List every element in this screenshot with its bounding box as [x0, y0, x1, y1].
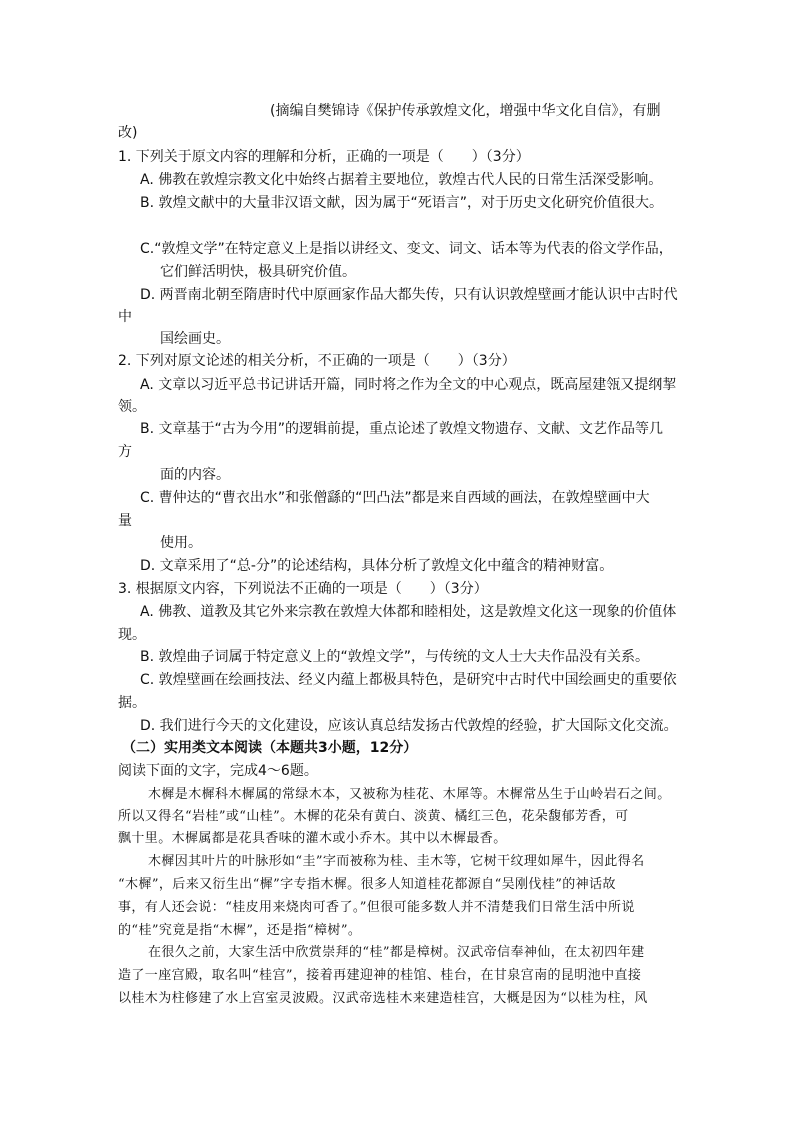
passage-p1-line: 所以又得名“岩桂”或“山桂”。木樨的花朵有黄白、淡黄、橘红三色，花朵馥郁芳香，可: [118, 809, 629, 824]
passage-p2-line: 的“桂”究竟是指“木樨”，还是指“樟树”。: [118, 923, 362, 938]
question-2-option-c-line1: C. 曹仲达的“曹衣出水”和张僧繇的“凹凸法”都是来自西域的画法，在敦煌壁画中大: [140, 490, 650, 506]
question-2-option-b-line1: B. 文章基于“古为今用”的逻辑前提，重点论述了敦煌文物遗存、文献、文艺作品等几: [140, 421, 664, 437]
passage-p3-line: 在很久之前，大家生活中欣赏崇拜的“桂”都是樟树。汉武帝信奉神仙，在太初四年建: [148, 945, 645, 960]
passage-p2-line: 木樨因其叶片的叶脉形如“圭”字而被称为桂、圭木等，它树干纹理如犀牛，因此得名: [148, 854, 645, 869]
question-3-option-a-line1: A. 佛教、道教及其它外来宗教在敦煌大体都和睦相处，这是敦煌文化这一现象的价值体: [140, 604, 677, 620]
question-1-option-a: A. 佛教在敦煌宗教文化中始终占据着主要地位，敦煌古代人民的日常生活深受影响。: [140, 172, 663, 188]
question-3-option-d: D. 我们进行今天的文化建设，应该认真总结发扬古代敦煌的经验，扩大国际文化交流。: [140, 718, 678, 734]
question-2-option-a-line1: A. 文章以习近平总书记讲话开篇，同时将之作为全文的中心观点，既高屋建瓴又提纲挈: [140, 377, 677, 393]
passage-p1-line: 木樨是木樨科木樨属的常绿木本，又被称为桂花、木犀等。木樨常丛生于山岭岩石之间。: [148, 787, 671, 802]
question-1-stem: 1. 下列关于原文内容的理解和分析，正确的一项是（ ）（3分）: [118, 149, 530, 165]
question-2-option-b-line2: 方: [118, 444, 132, 460]
question-3-option-a-line2: 现。: [118, 627, 146, 643]
question-3-stem: 3. 根据原文内容，下列说法不正确的一项是（ ）（3分）: [118, 581, 488, 597]
question-2-option-c-line2: 量: [118, 513, 132, 529]
question-1-option-c-line2: 它们鲜活明快，极具研究价值。: [160, 264, 356, 280]
section-heading: （二）实用类文本阅读（本题共3小题，12分）: [122, 740, 418, 756]
question-1-option-d-line3: 国绘画史。: [160, 331, 230, 347]
source-citation-line1: (摘编自樊锦诗《保护传承敦煌文化，增强中华文化自信》，有删: [270, 103, 661, 119]
question-1-option-c-line1: C.“敦煌文学”在特定意义上是指以讲经文、变文、词文、话本等为代表的俗文学作品，: [140, 241, 673, 257]
passage-p3-line: 以桂木为柱修建了水上宫室灵波殿。汉武帝选桂木来建造桂宫，大概是因为“以桂为柱，风: [118, 991, 648, 1006]
question-2-option-a-line2: 领。: [118, 399, 146, 415]
source-citation-line2: 改): [118, 125, 138, 141]
passage-p1-line: 飘十里。木樨属都是花具香味的灌木或小乔木。其中以木樨最香。: [118, 831, 507, 846]
question-2-option-b-line3: 面的内容。: [160, 467, 230, 483]
section-instruction: 阅读下面的文字，完成4～6题。: [118, 763, 318, 779]
question-1-option-d-line2: 中: [118, 309, 132, 325]
question-2-option-c-line3: 使用。: [160, 535, 202, 551]
question-3-option-c-line1: C. 敦煌壁画在绘画技法、经义内蕴上都极具特色，是研究中古时代中国绘画史的重要依: [140, 672, 677, 688]
question-2-stem: 2. 下列对原文论述的相关分析，不正确的一项是（ ）（3分）: [118, 353, 516, 369]
question-1-option-d-line1: D. 两晋南北朝至隋唐时代中原画家作品大都失传，只有认识敦煌壁画才能认识中古时代: [140, 287, 678, 303]
question-3-option-c-line2: 据。: [118, 695, 146, 711]
passage-p2-line: “木樨”，后来又衍生出“樨”字专指木樨。很多人知道桂花都源自“吴刚伐桂”的神话故: [118, 877, 616, 892]
question-2-option-d: D. 文章采用了“总-分”的论述结构，具体分析了敦煌文化中蕴含的精神财富。: [140, 558, 614, 574]
passage-p3-line: 造了一座宫殿，取名叫“桂宫”，接着再建迎神的桂馆、桂台，在甘泉宫南的昆明池中直接: [118, 968, 642, 983]
passage-p2-line: 事，有人还会说：“桂皮用来烧肉可香了。”但很可能多数人并不清楚我们日常生活中所说: [118, 900, 635, 915]
question-1-option-b: B. 敦煌文献中的大量非汉语文献，因为属于“死语言”，对于历史文化研究价值很大。: [140, 195, 664, 211]
question-3-option-b: B. 敦煌曲子词属于特定意义上的“敦煌文学”，与传统的文人士大夫作品没有关系。: [140, 649, 650, 665]
